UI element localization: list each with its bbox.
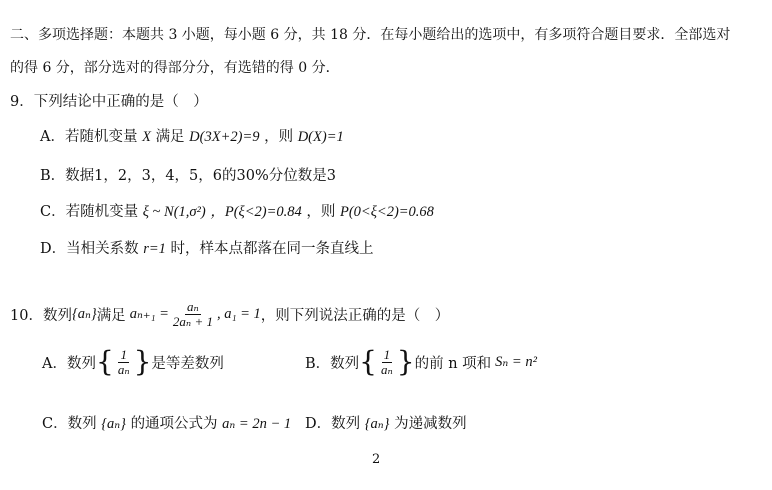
- q10-d-suffix: 为递减数列: [394, 416, 467, 432]
- q10-a-prefix: A．数列: [42, 355, 96, 372]
- q9-d-eq: r=1: [143, 241, 166, 257]
- q10-b-frac-den: aₙ: [380, 361, 393, 377]
- q9-option-b: B．数据1，2，3，4，5，6的30%分位数是3: [40, 168, 336, 184]
- left-brace-glyph: {: [95, 345, 114, 379]
- right-brace-glyph: }: [133, 345, 152, 379]
- right-brace-glyph: }: [396, 345, 415, 379]
- q10-lhs: aₙ₊₁ =: [129, 305, 169, 322]
- q10-seq: {aₙ}: [71, 305, 97, 322]
- q10-a-fraction: [116, 348, 132, 376]
- q9-option-a: [40, 125, 344, 146]
- q9-option-d: [40, 237, 374, 258]
- q10-b-fraction: [379, 348, 395, 376]
- q10-tail: ，则下列说法正确的是（ ）: [260, 307, 450, 324]
- left-brace-glyph: {: [359, 345, 377, 379]
- q9-d-prefix: D．当相关系数: [40, 241, 139, 257]
- q10-option-a: [42, 345, 224, 379]
- q10-c-prefix: C．数列: [42, 416, 97, 432]
- q10-init: , a₁ = 1: [216, 305, 261, 322]
- q10-a-frac-den: aₙ: [117, 361, 130, 377]
- q10-fraction: [171, 300, 215, 328]
- q9-c-p2: P(0<ξ<2)=0.68: [339, 204, 434, 220]
- q9-c-then: ，则: [306, 204, 336, 220]
- q9-c-prefix: C．若随机变量: [40, 204, 139, 220]
- q10-stem: [10, 300, 449, 328]
- q10-d-seq: {aₙ}: [364, 416, 390, 432]
- q10-d-prefix: D．数列: [305, 416, 361, 432]
- q9-d-suffix: 时，样本点都落在同一条直线上: [170, 241, 374, 257]
- q10-a-frac-num: 1: [120, 347, 127, 362]
- q10-c-mid: 的通项公式为: [130, 416, 218, 432]
- q10-mid: 满足: [96, 307, 126, 324]
- q9-a-mid: 满足: [155, 129, 185, 145]
- q10-option-d: [305, 412, 467, 433]
- q10-frac-num: aₙ: [187, 299, 199, 314]
- q10-option-c: [42, 412, 291, 433]
- q9-a-then: ，则: [264, 129, 294, 145]
- q10-num: 10．数列: [10, 307, 72, 324]
- q9-a-eq2: D(X)=1: [297, 129, 344, 145]
- q9-a-var-x: X: [142, 129, 151, 145]
- q10-c-seq: {aₙ}: [101, 416, 126, 432]
- section-header-line1: 二、多项选择题：本题共 3 小题，每小题 6 分，共 18 分．在每小题给出的选项中，有多项符合题目要求．全部选对: [10, 27, 731, 43]
- q9-option-c: [40, 200, 434, 221]
- section-header-line2: 的得 6 分，部分选对的得部分分，有选错的得 0 分．: [10, 60, 340, 76]
- q10-b-eq: Sₙ = n²: [495, 353, 537, 370]
- q10-b-prefix: B．数列: [305, 355, 360, 372]
- q10-a-suffix: 是等差数列: [151, 355, 224, 372]
- q9-c-p1: ，P(ξ<2)=0.84: [210, 204, 302, 220]
- q10-option-b: [305, 345, 537, 379]
- q9-stem: 9．下列结论中正确的是（ ）: [10, 94, 208, 110]
- q10-frac-den: 2aₙ + 1: [172, 313, 213, 329]
- q10-c-eq: aₙ = 2n − 1: [222, 416, 292, 432]
- q9-a-prefix: A．若随机变量: [40, 129, 138, 145]
- page-number: 2: [372, 452, 381, 467]
- q10-b-mid: 的前 n 项和: [414, 355, 492, 372]
- q9-c-dist: ξ ~ N(1,σ²): [142, 204, 206, 220]
- q9-a-eq1: D(3X+2)=9: [189, 129, 260, 145]
- q10-b-frac-num: 1: [383, 347, 391, 362]
